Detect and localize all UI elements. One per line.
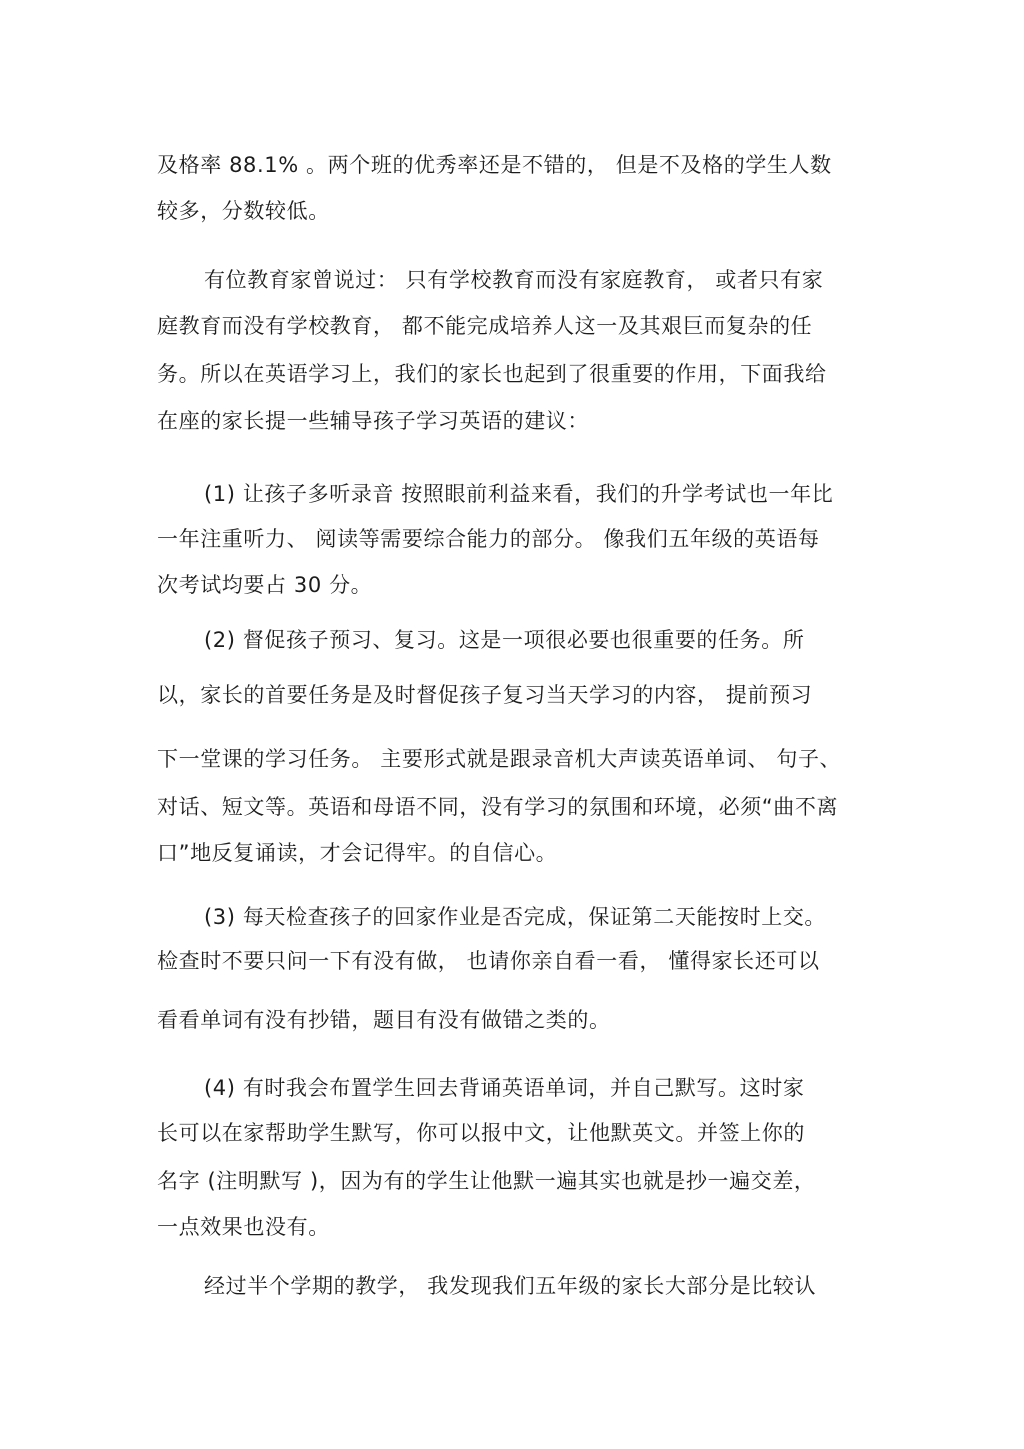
text-line: 在座的家长提一些辅导孩子学习英语的建议： (157, 409, 589, 433)
text-line: 口”地反复诵读，才会记得牢。的自信心。 (157, 841, 558, 865)
text-line: 务。所以在英语学习上，我们的家长也起到了很重要的作用，下面我给 (157, 362, 827, 386)
text-line: 看看单词有没有抄错，题目有没有做错之类的。 (157, 1008, 611, 1032)
paragraph-start-line: (4) 有时我会布置学生回去背诵英语单词，并自己默写。这时家 (204, 1076, 805, 1100)
text-line: 检查时不要只问一下有没有做， 也请你亲自看一看， 懂得家长还可以 (157, 949, 820, 973)
text-line: 名字 (注明默写 )，因为有的学生让他默一遍其实也就是抄一遍交差， (157, 1169, 816, 1193)
text-line: 庭教育而没有学校教育， 都不能完成培养人这一及其艰巨而复杂的任 (157, 314, 813, 338)
paragraph-start-line: (3) 每天检查孩子的回家作业是否完成，保证第二天能按时上交。 (204, 905, 827, 929)
text-line: 以，家长的首要任务是及时督促孩子复习当天学习的内容， 提前预习 (157, 683, 813, 707)
text-line: 及格率 88.1% 。两个班的优秀率还是不错的， 但是不及格的学生人数 (157, 153, 832, 177)
paragraph-start-line: 经过半个学期的教学， 我发现我们五年级的家长大部分是比较认 (204, 1274, 817, 1298)
paragraph-start-line: (1) 让孩子多听录音 按照眼前利益来看，我们的升学考试也一年比 (204, 482, 834, 506)
text-line: 较多，分数较低。 (157, 199, 330, 223)
paragraph-start-line: 有位教育家曾说过： 只有学校教育而没有家庭教育， 或者只有家 (204, 268, 824, 292)
paragraph-start-line: (2) 督促孩子预习、复习。这是一项很必要也很重要的任务。所 (204, 628, 805, 652)
text-line: 长可以在家帮助学生默写，你可以报中文，让他默英文。并签上你的 (157, 1121, 805, 1145)
text-line: 一年注重听力、 阅读等需要综合能力的部分。 像我们五年级的英语每 (157, 527, 820, 551)
text-line: 一点效果也没有。 (157, 1215, 330, 1239)
text-line: 次考试均要占 30 分。 (157, 573, 373, 597)
text-line: 下一堂课的学习任务。 主要形式就是跟录音机大声读英语单词、 句子、 (157, 747, 842, 771)
text-line: 对话、短文等。英语和母语不同，没有学习的氛围和环境，必须“曲不离 (157, 795, 839, 819)
